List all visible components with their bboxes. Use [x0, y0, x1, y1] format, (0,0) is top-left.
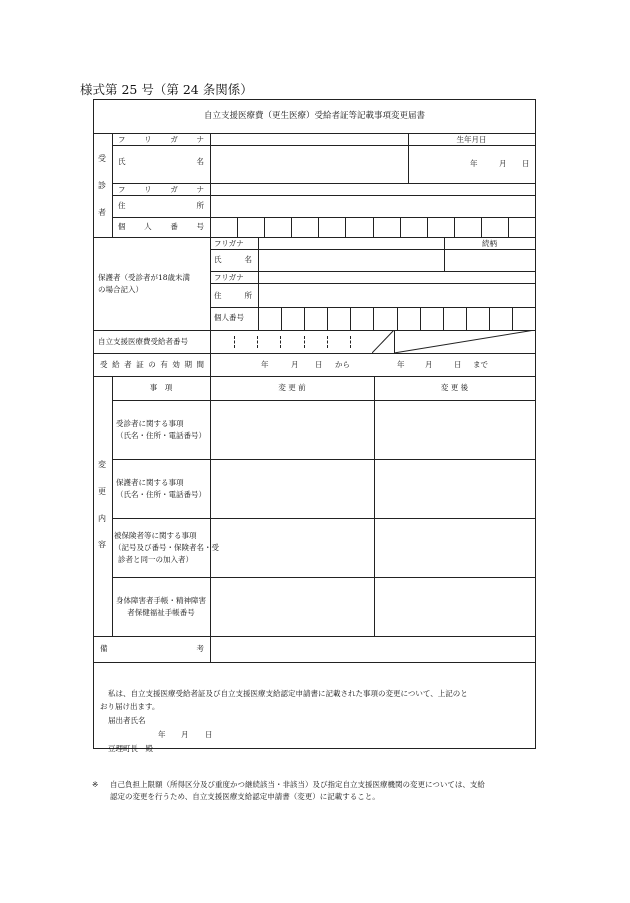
digit-box-divider [234, 336, 235, 348]
digit-box-divider [420, 307, 421, 330]
digit-box-divider [291, 217, 292, 237]
changes-section-label: 変 [98, 460, 106, 469]
declaration-month-unit: 月 [181, 730, 189, 739]
digit-box-divider [327, 336, 328, 348]
digit-box-divider [427, 217, 428, 237]
digit-box-divider [443, 307, 444, 330]
guardian-personal-number-label: 個人番号 [214, 313, 244, 322]
change-row-insured: 被保険者等に関する事項 （記号及び番号・保険者名・受 診者と同一の加入者） [114, 531, 219, 564]
patient-address-label: 住 所 [118, 201, 204, 210]
digit-box-divider [327, 307, 328, 330]
digit-box-divider [400, 217, 401, 237]
changes-before-header: 変 更 前 [278, 383, 306, 392]
digit-box-divider [373, 217, 374, 237]
change-row-guardian: 保護者に関する事項 （氏名・住所・電話番号） [116, 478, 206, 499]
change-row-patient: 受診者に関する事項 （氏名・住所・電話番号） [116, 419, 206, 440]
digit-box-divider [304, 307, 305, 330]
guardian-name-label: 氏 名 [214, 255, 252, 264]
digit-box-divider [264, 217, 265, 237]
birth-year-unit: 年 [470, 159, 478, 168]
digit-box-divider [512, 307, 513, 330]
digit-box-divider [350, 307, 351, 330]
patient-furigana-label: フ リ ガ ナ [118, 135, 204, 144]
change-notification-form: 自立支援医療費（更生医療）受給者証等記載事項変更届書 受 診 者 フ リ ガ ナ 氏 名 フ リ ガ ナ 住 所 個 人 番 号 生年月日 年 月 日 保護者（受診者が18歳未満 の場合記入） フリガナ 氏 名 フリガナ 住 所 個人番号 続柄 自立支援医療費受給者番号 受 給 者 証 の 有 効 期 間 年 月 日 から 年 月 日 まで 変 更 内 容 事 項 変 更 前 変 更 後 受診者に関する事項 （氏名・住所・電話番号） 保護者に関する事項 （氏名・住所・電話番号） 被保険者等に関する事項 （記号及び番号・保険者名・受 診者と同一の加入者） 身体障害者手帳・精神障害 者保健福祉手帳番号 備 考 私は、自立支援医療受給者証及び自立支援医療支給認定申請書に記載された事項の変更について、上記のと おり届け出ます。 届出者氏名 年 月 日 豆理町長 殿 [93, 99, 536, 749]
declaration-day-unit: 日 [205, 730, 213, 739]
digit-box-divider [345, 217, 346, 237]
digit-box-divider [454, 217, 455, 237]
addressee: 豆理町長 殿 [108, 744, 153, 753]
guardian-furigana-label-2: フリガナ [214, 273, 244, 282]
patient-birthdate-label: 生年月日 [456, 135, 487, 144]
remarks-label: 備 考 [100, 644, 204, 653]
birth-month-unit: 月 [499, 159, 507, 168]
form-number: 様式第 25 号（第 24 条関係） [80, 82, 253, 97]
digit-box-divider [280, 336, 281, 348]
patient-furigana-label-2: フ リ ガ ナ [118, 185, 204, 194]
digit-box-divider [397, 307, 398, 330]
recipient-number-label: 自立支援医療費受給者番号 [98, 337, 188, 346]
guardian-relationship-label: 続柄 [482, 239, 497, 248]
form-title: 自立支援医療費（更生医療）受給者証等記載事項変更届書 [203, 111, 425, 121]
digit-box-divider [257, 336, 258, 348]
change-row-handbook: 身体障害者手帳・精神障害 者保健福祉手帳番号 [116, 596, 206, 617]
digit-box-divider [237, 217, 238, 237]
digit-box-divider [318, 217, 319, 237]
patient-personal-number-label: 個 人 番 号 [118, 222, 204, 231]
digit-box-divider [481, 217, 482, 237]
digit-box-divider [210, 330, 211, 353]
digit-box-divider [210, 217, 211, 237]
changes-after-header: 変 更 後 [440, 383, 469, 392]
digit-box-divider [508, 217, 509, 237]
declaration-text: 私は、自立支援医療受給者証及び自立支援医療支給認定申請書に記載された事項の変更について、上記のと [108, 689, 468, 698]
recipient-number-diagonal [372, 330, 535, 353]
guardian-furigana-label: フリガナ [214, 239, 244, 248]
digit-box-divider [373, 307, 374, 330]
birth-day-unit: 日 [522, 159, 530, 168]
declaration-year-unit: 年 [158, 730, 166, 739]
patient-name-label: 氏 名 [118, 157, 204, 166]
guardian-address-label: 住 所 [214, 291, 252, 300]
digit-box-divider [304, 336, 305, 348]
validity-label: 受 給 者 証 の 有 効 期 間 [100, 360, 204, 369]
digit-box-divider [281, 307, 282, 330]
digit-box-divider [350, 336, 351, 348]
digit-box-divider [258, 307, 259, 330]
guardian-section-label: 保護者（受診者が18歳未満 の場合記入） [98, 273, 191, 294]
submitter-name-label: 届出者氏名 [108, 716, 146, 725]
patient-section-label: 受 [98, 154, 106, 163]
digit-box-divider [489, 307, 490, 330]
changes-item-header: 事 項 [149, 383, 173, 392]
digit-box-divider [466, 307, 467, 330]
